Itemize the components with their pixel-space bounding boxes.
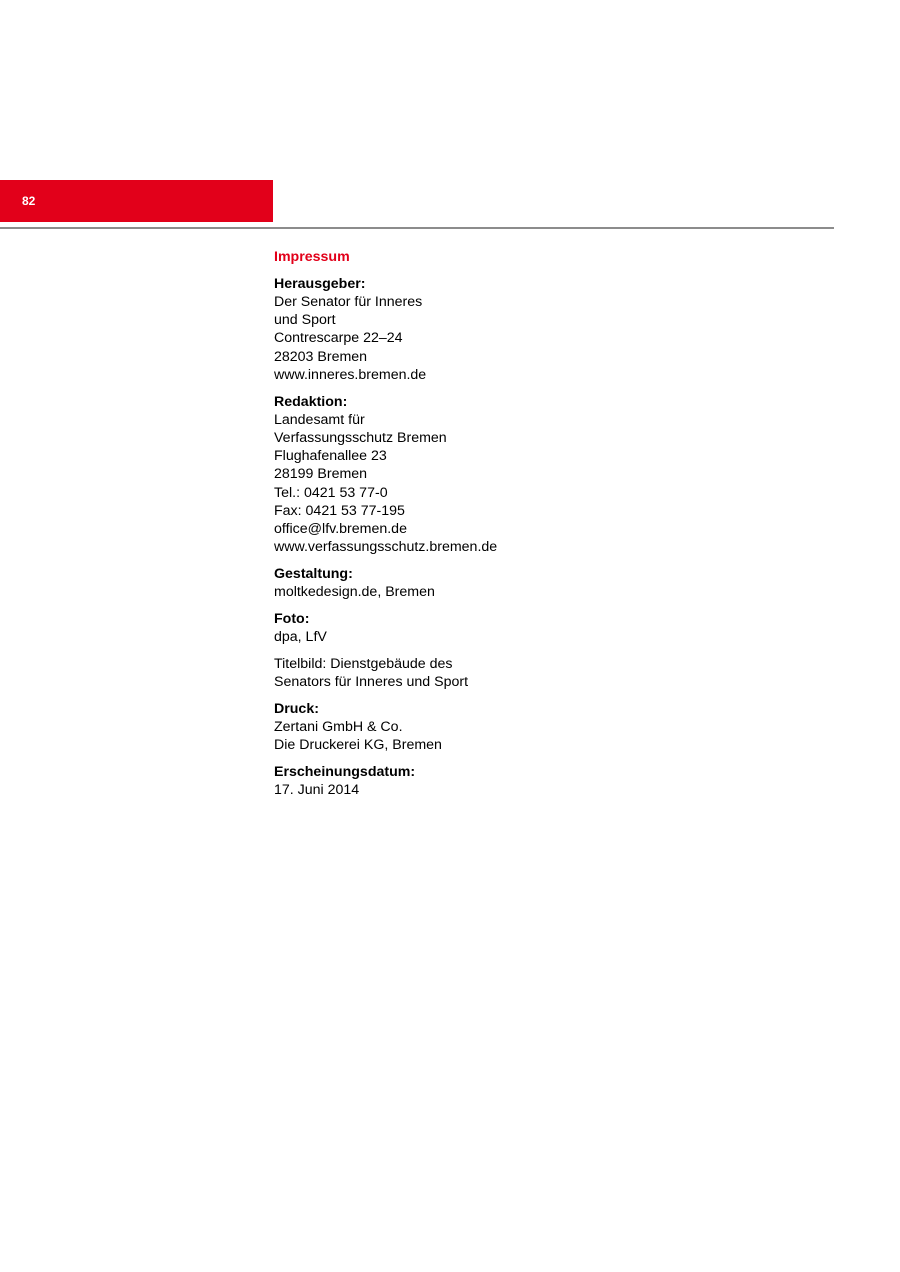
- cover-image-line: Senators für Inneres und Sport: [274, 674, 469, 691]
- publisher-website: www.inneres.bremen.de: [274, 366, 427, 383]
- design-block: [274, 565, 794, 601]
- impressum-section: [274, 248, 794, 808]
- editorial-block: [274, 393, 794, 557]
- photo-title: Foto:: [274, 611, 310, 628]
- print-block: [274, 700, 794, 755]
- publisher-block: [274, 275, 794, 384]
- photo-line: dpa, LfV: [274, 629, 327, 646]
- editorial-title: Redaktion:: [274, 393, 348, 410]
- cover-image-block: [274, 655, 794, 691]
- publication-date: 17. Juni 2014: [274, 782, 360, 799]
- publisher-title: Herausgeber:: [274, 275, 366, 292]
- editorial-fax: Fax: 0421 53 77-195: [274, 502, 405, 519]
- editorial-email: office@lfv.bremen.de: [274, 521, 407, 538]
- design-line: moltkedesign.de, Bremen: [274, 584, 435, 601]
- publication-date-block: [274, 763, 794, 799]
- editorial-line: Verfassungsschutz Bremen: [274, 430, 447, 447]
- header-rule: [0, 227, 834, 229]
- editorial-line: 28199 Bremen: [274, 466, 368, 483]
- publisher-line: und Sport: [274, 312, 336, 329]
- cover-image-line: Titelbild: Dienstgebäude des: [274, 656, 453, 673]
- design-title: Gestaltung:: [274, 566, 353, 583]
- page-number-band: [0, 180, 273, 222]
- editorial-phone: Tel.: 0421 53 77-0: [274, 484, 388, 501]
- publisher-line: Contrescarpe 22–24: [274, 330, 403, 347]
- print-line: Zertani GmbH & Co.: [274, 719, 403, 736]
- publisher-line: Der Senator für Inneres: [274, 294, 423, 310]
- editorial-website: www.verfassungsschutz.bremen.de: [274, 539, 498, 556]
- editorial-line: Landesamt für: [274, 411, 365, 428]
- photo-block: [274, 610, 794, 646]
- publisher-line: 28203 Bremen: [274, 348, 368, 365]
- impressum-heading: Impressum: [274, 249, 350, 265]
- editorial-line: Flughafenallee 23: [274, 448, 387, 465]
- publication-date-title: Erscheinungsdatum:: [274, 764, 416, 781]
- print-title: Druck:: [274, 701, 319, 718]
- page-number: 82: [22, 194, 36, 208]
- print-line: Die Druckerei KG, Bremen: [274, 737, 442, 754]
